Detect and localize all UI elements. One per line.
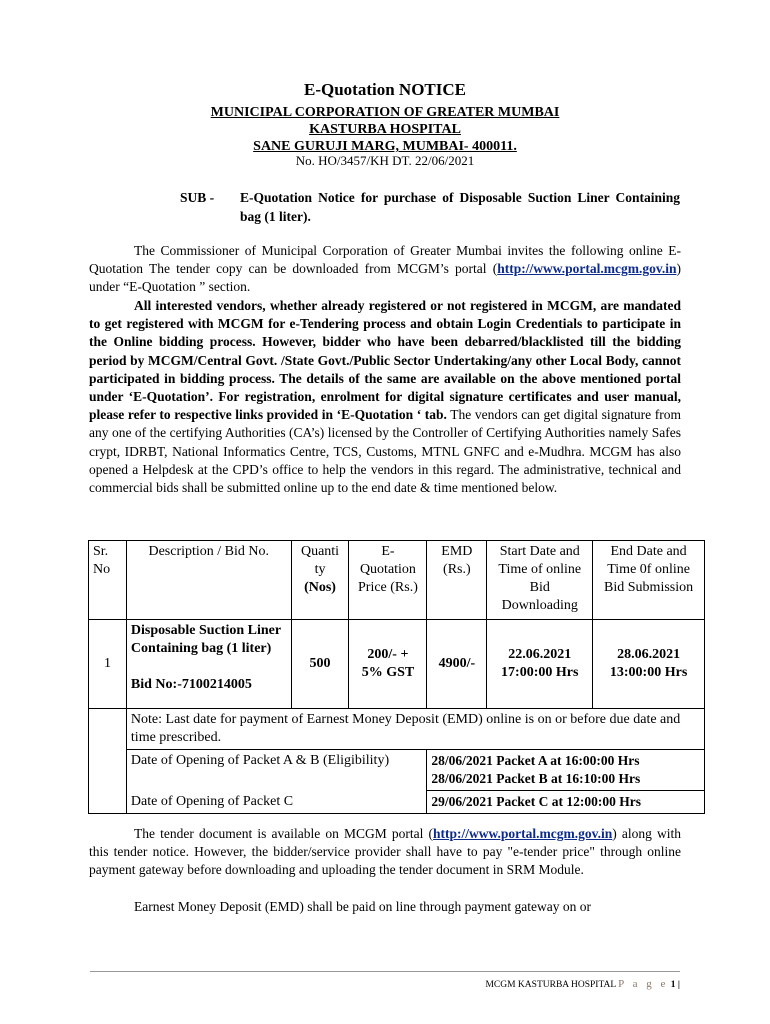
subject-text: E-Quotation Notice for purchase of Disposable Suction Liner Containing bag (1 liter). xyxy=(240,190,680,224)
table-row xyxy=(89,620,705,709)
row-price: 200/- + 5% GST xyxy=(349,620,427,709)
packet-c-value: 29/06/2021 Packet C at 12:00:00 Hrs xyxy=(427,791,705,814)
header-quantity: Quanti ty (Nos) xyxy=(291,541,349,620)
note-row xyxy=(89,709,705,750)
packet-ab-values: 28/06/2021 Packet A at 16:00:00 Hrs 28/06/2021 Packet B at 16:10:00 Hrs xyxy=(427,750,705,791)
page-footer: MCGM KASTURBA HOSPITAL P a g e 1 | xyxy=(485,978,680,990)
row-end-date: 28.06.2021 13:00:00 Hrs xyxy=(593,620,705,709)
row-start-date: 22.06.2021 17:00:00 Hrs xyxy=(487,620,593,709)
hospital-address: SANE GURUJI MARG, MUMBAI- 400011. xyxy=(253,139,517,154)
row-emd: 4900/- xyxy=(427,620,487,709)
subject-label: SUB - xyxy=(180,190,215,205)
bid-table xyxy=(88,540,705,814)
footer-divider xyxy=(90,971,680,972)
tender-document-paragraph: The tender document is available on MCGM portal (http://www.portal.mcgm.gov.in) along with this tender notice. However, the bidder/service provider shall have to pay "e-tender price" through online payment gateway before downloading and uploading the tender document in SRM Module. xyxy=(89,826,681,878)
intro-paragraph: The Commissioner of Municipal Corporation of Greater Mumbai invites the following online E-Quotation The tender copy can be downloaded from MCGM’s portal (http://www.portal.mcgm.gov.in) under “E-Quotation ” section. xyxy=(89,243,681,295)
emd-paragraph: Earnest Money Deposit (EMD) shall be paid on line through payment gateway on or xyxy=(134,899,592,914)
header-price: E-Quotation Price (Rs.) xyxy=(349,541,427,620)
table-header-row xyxy=(89,541,705,620)
header-description: Description / Bid No. xyxy=(126,541,291,620)
notice-title: E-Quotation NOTICE xyxy=(304,80,466,99)
header-end-date: End Date and Time 0f online Bid Submission xyxy=(593,541,705,620)
empty-cell xyxy=(89,709,127,814)
header-start-date: Start Date and Time of online Bid Downloading xyxy=(487,541,593,620)
header-sr: Sr. No xyxy=(89,541,127,620)
row-quantity: 500 xyxy=(291,620,349,709)
row-description: Disposable Suction Liner Containing bag (1 liter) Bid No:-7100214005 xyxy=(126,620,291,709)
packet-c-label: Date of Opening of Packet C xyxy=(126,791,426,814)
bid-number: Bid No:-7100214005 xyxy=(130,677,252,692)
registration-paragraph: All interested vendors, whether already registered or not registered in MCGM, are mandated to get registered with MCGM for e-Tendering process and obtain Login Credentials to participate in the Online bidding process. However, bidder who have been debarred/blacklisted till the bidding period by MCGM/Central Govt. /State Govt./Public Sector Undertaking/any other Local Body, cannot participated in bidding process. The details of the same are available on the above mentioned portal under ‘E-Quotation’. For registration, enrolment for digital signature certificates and user manual, please refer to respective links provided in ‘E-Quotation ‘ tab. The vendors can get digital signature from any one of the certifying Authorities (CA’s) licensed by the Controller of Certifying Authorities namely Safes crypt, IDRBT, National Informatics Centre, TCS, Customs, MTNL GNFC and e-Mudhra. MCGM has also opened a Helpdesk at the CPD’s office to help the vendors in this regard. The administrative, technical and commercial bids shall be submitted online up to the end date & time mentioned below. xyxy=(89,298,681,496)
page-number: 1 | xyxy=(670,980,680,990)
reference-number: No. HO/3457/KH DT. 22/06/2021 xyxy=(295,153,475,168)
row-sr: 1 xyxy=(89,620,127,709)
subject-line xyxy=(180,188,680,226)
portal-link[interactable]: http://www.portal.mcgm.gov.in xyxy=(497,261,677,277)
emd-note: Note: Last date for payment of Earnest Money Deposit (EMD) online is on or before due date and time prescribed. xyxy=(126,709,704,750)
packet-ab-row xyxy=(89,750,705,791)
header-emd: EMD (Rs.) xyxy=(427,541,487,620)
hospital-name: KASTURBA HOSPITAL xyxy=(309,122,461,137)
org-name: MUNICIPAL CORPORATION OF GREATER MUMBAI xyxy=(210,105,560,120)
packet-c-row xyxy=(89,791,705,814)
packet-ab-label: Date of Opening of Packet A & B (Eligibility) xyxy=(126,750,426,791)
portal-link-2[interactable]: http://www.portal.mcgm.gov.in xyxy=(432,826,613,841)
